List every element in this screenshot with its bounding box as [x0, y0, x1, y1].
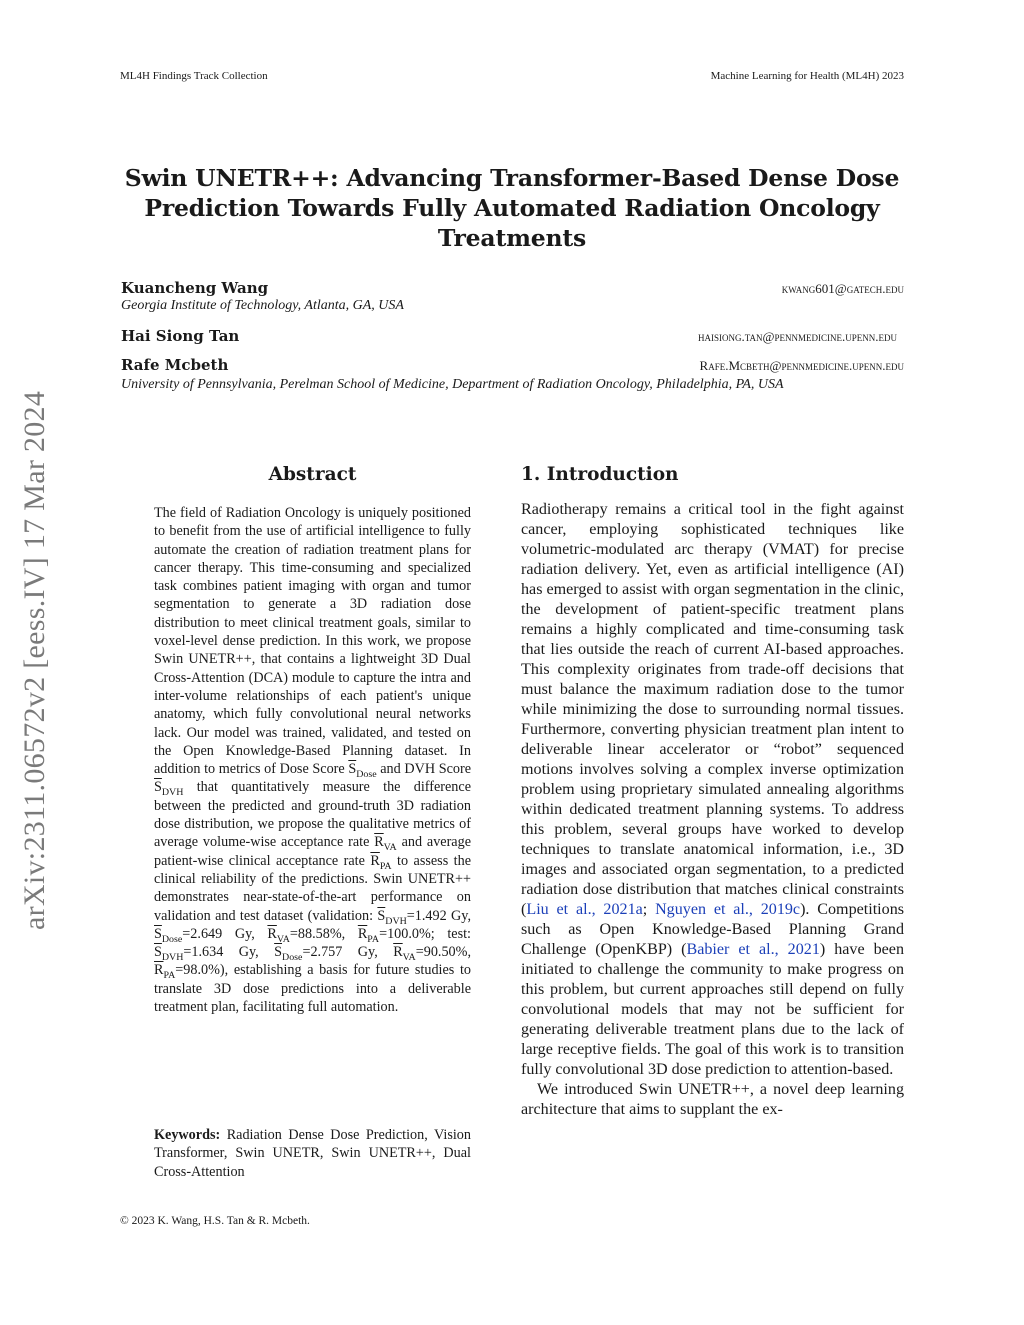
intro-body	[521, 500, 904, 1120]
author-email[interactable]: kwang601@gatech.edu	[781, 281, 904, 296]
abstract-body: The field of Radiation Oncology is uniquely positioned to benefit from the use of artificial intelligence to fully automate the creation of radiation treatment plans for cancer therapy. This time-consuming and specialized task combines patient imaging with organ and tumor segmentation to generate a 3D radiation dose distribution to meet clinical treatment goals, similar to voxel-level dense prediction. In this work, we propose Swin UNETR++, that contains a lightweight 3D Dual Cross-Attention (DCA) module to capture the intra and inter-volume relationships of each patient's unique anatomy, which fully convolutional neural networks lack. Our model was trained, validated, and tested on the Open Knowledge-Based Planning dataset. In addition to metrics of Dose Score $\overline{S}_{Dose}$ and DVH Score $\overline{S}_{DVH}$ that quantitatively measure the difference between the predicted and ground-truth 3D radiation dose distribution, we propose the qualitative metrics of average volume-wise acceptance rate $\overline{R}_{VA}$ and average patient-wise clinical acceptance rate $\overline{R}_{PA}$ to assess the clinical reliability of the predictions. Swin UNETR++ demonstrates near-state-of-the-art performance on validation and test dataset (validation: $\overline{S}_{DVH}=1.492$ Gy, $\overline{S}_{Dose}=2.649$ Gy, $\overline{R}_{VA}=88.58\%$, $\overline{R}_{PA}=100.0\%$; test: $\overline{S}_{DVH}=1.634$ Gy, $\overline{S}_{Dose}=2.757$ Gy, $\overline{R}_{VA}=90.50\%$, $\overline{R}_{PA}=98.0\%$), establishing a basis for future studies to translate 3D dose predictions into a deliverable treatment plan, facilitating full automation.	[154, 505, 472, 1016]
keywords	[154, 1126, 471, 1181]
intro-heading: 1. Introduction	[521, 464, 679, 485]
author-name: Rafe Mcbeth	[121, 356, 229, 374]
running-header-left: ML4H Findings Track Collection	[120, 70, 268, 82]
copyright-footer: © 2023 K. Wang, H.S. Tan & R. Mcbeth.	[120, 1215, 310, 1227]
author-affiliation: Georgia Institute of Technology, Atlanta, GA, USA	[121, 298, 404, 313]
author-name: Hai Siong Tan	[121, 327, 240, 345]
intro-paragraph: We introduced Swin UNETR++, a novel deep learning architecture that aims to supplant the ex-	[521, 1081, 904, 1118]
abstract-heading: Abstract	[268, 464, 357, 485]
keywords-label: Keywords:	[154, 1127, 221, 1143]
paper-title: Swin UNETR++: Advancing Transformer-Based Dense Dose Prediction Towards Fully Automated Radiation Oncology Treatments	[124, 164, 900, 252]
citation-link[interactable]: Liu et al., 2021a	[526, 901, 643, 918]
keywords-text: Radiation Dense Dose Prediction, Vision Transformer, Swin UNETR, Swin UNETR++, Dual Cross-Attention	[154, 1127, 471, 1180]
author-email[interactable]: Rafe.Mcbeth@pennmedicine.upenn.edu	[699, 358, 904, 373]
citation-link[interactable]: Babier et al., 2021	[686, 941, 820, 958]
intro-paragraph: Radiotherapy remains a critical tool in the fight against cancer, employing sophisticated techniques like volumetric-modulated arc therapy (VMAT) for precise radiation delivery. Yet, even as artificial intelligence (AI) has emerged to assist with organ segmentation in the clinic, the development of patient-specific treatment plans remains a highly complicated and time-consuming task that lies outside the reach of current AI-based approaches. This complexity originates from trade-off decisions that must balance the maximum radiation dose to the tumor while minimizing the dose to surrounding normal tissues. Furthermore, converting physician treatment plan intent to deliverable linear accelerator or “robot” sequenced motions involves solving a complex inverse optimization problem using proprietary simulated annealing algorithms within dedicated treatment planning systems. To address this problem, several groups have worked to develop techniques to translate anatomical information, i.e., 3D images and associated organ segmentation, to a predicted radiation dose distribution that matches clinical constraints (Liu et al., 2021a; Nguyen et al., 2019c). Competitions such as Open Knowledge-Based Planning Grand Challenge (OpenKBP) (Babier et al., 2021) have been initiated to challenge the community to make progress on this problem, but current approaches still depend on fully convolutional models that may not be sufficient for generating deliverable treatment plans due to the lack of large receptive fields. The goal of this work is to transition fully convolutional 3D dose prediction to attention-based.	[521, 501, 905, 1078]
author-name: Kuancheng Wang	[121, 279, 269, 297]
author-affiliation: University of Pennsylvania, Perelman School of Medicine, Department of Radiation Oncology, Philadelphia, PA, USA	[121, 377, 784, 392]
arxiv-identifier: arXiv:2311.06572v2 [eess.IV] 17 Mar 2024	[18, 390, 51, 930]
author-email[interactable]: haisiong.tan@pennmedicine.upenn.edu	[698, 329, 897, 344]
citation-link[interactable]: Nguyen et al., 2019c	[655, 901, 801, 918]
running-header-right: Machine Learning for Health (ML4H) 2023	[710, 70, 904, 82]
